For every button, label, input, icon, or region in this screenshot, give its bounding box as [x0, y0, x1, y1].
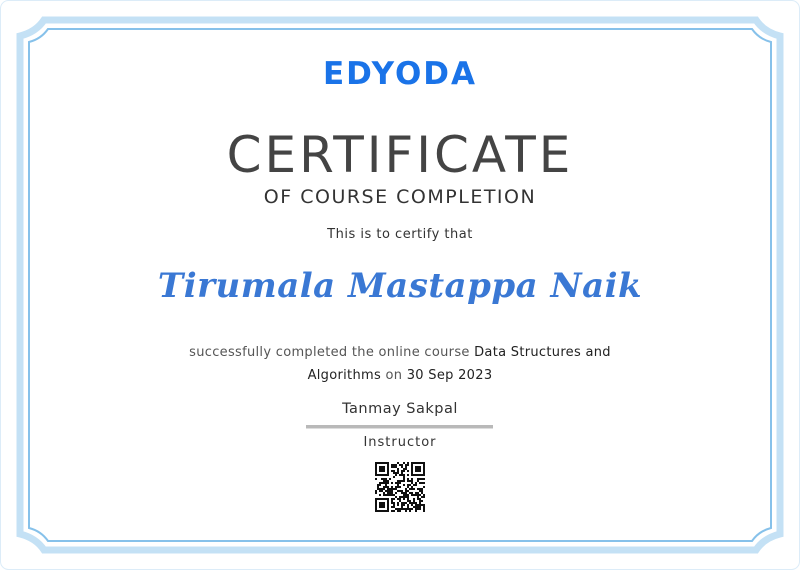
instructor-signature: Tanmay Sakpal [342, 401, 458, 417]
certificate-subtitle: OF COURSE COMPLETION [263, 186, 537, 208]
signature-line [306, 425, 493, 429]
recipient-name: Tirumala Mastappa Naik [157, 266, 643, 306]
completion-date: 30 Sep 2023 [406, 368, 493, 383]
completion-statement [0, 341, 800, 387]
edyoda-logo: EDYODA [322, 56, 478, 92]
certify-text: This is to certify that [327, 227, 473, 242]
statement-prefix: successfully completed the online course [189, 345, 470, 360]
instructor-label: Instructor [363, 435, 437, 450]
certificate-title: CERTIFICATE [226, 126, 574, 184]
qr-code-icon [375, 462, 425, 512]
course-name-line2: Algorithms [307, 368, 382, 383]
statement-connector: on [385, 368, 403, 383]
course-name-line1: Data Structures and [474, 345, 611, 360]
